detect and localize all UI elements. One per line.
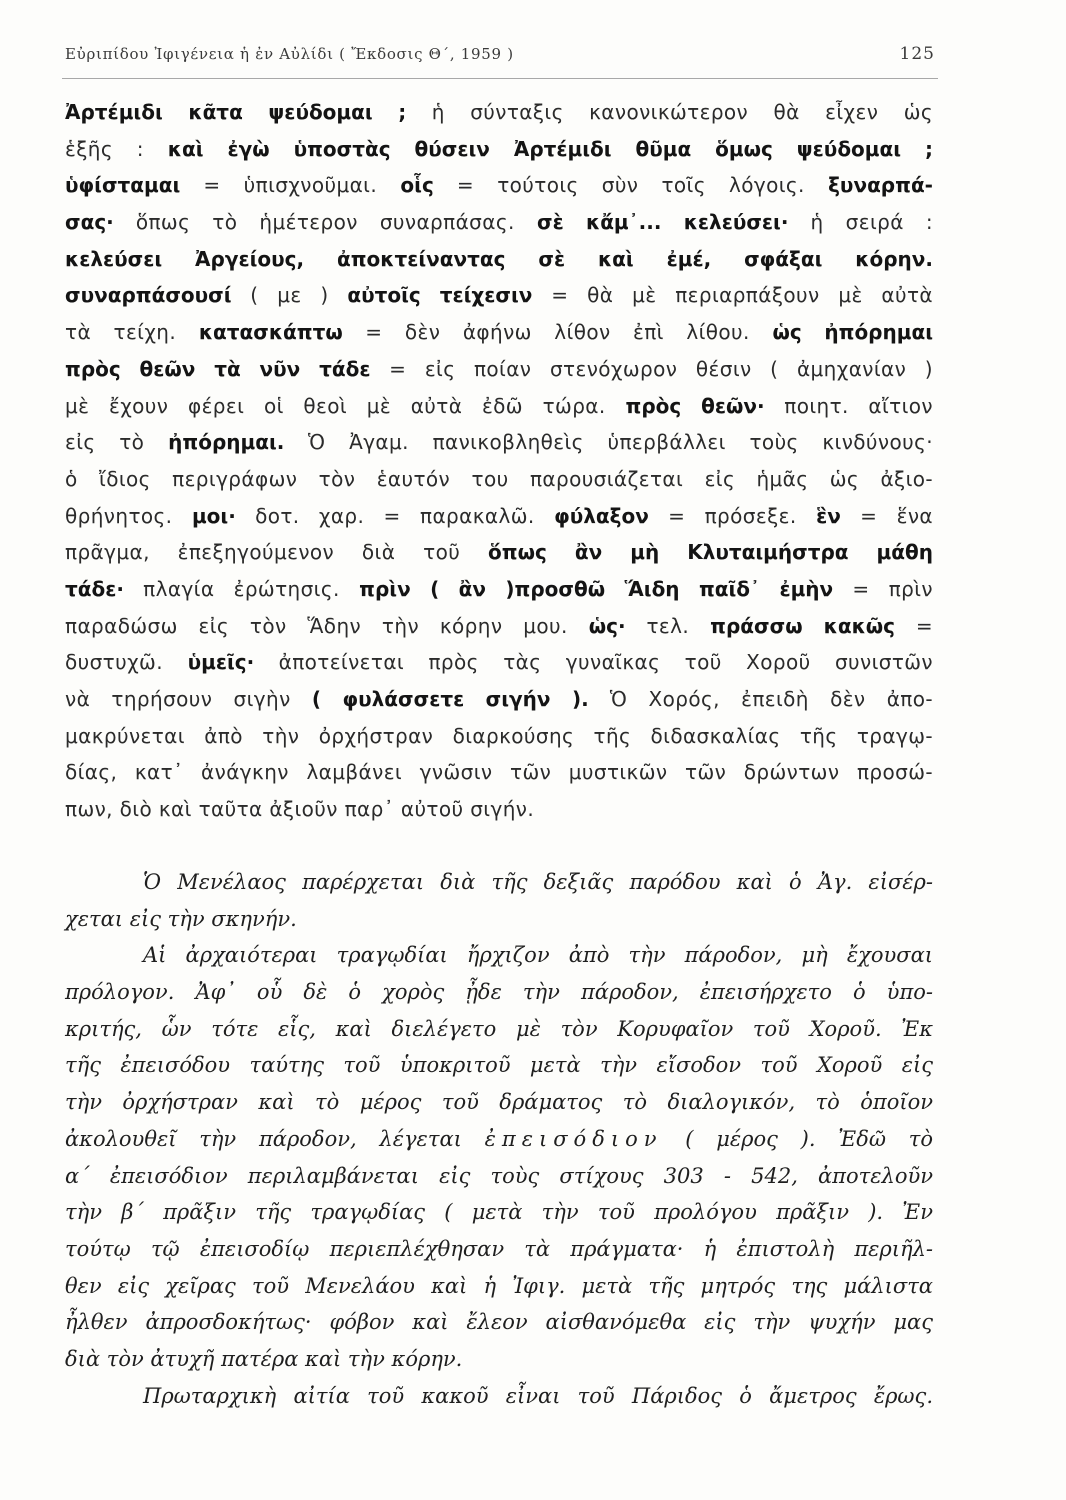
gloss-text: Ὁ Χορός, ἐπειδὴ δὲν ἀπο- (588, 687, 933, 711)
gloss-text: ἀποτείνεται πρὸς τὰς γυναῖκας τοῦ Χοροῦ συνιστῶν (254, 650, 933, 675)
scene-note-text: Αἱ ἀρχαιότεραι τραγῳδίαι ἤρχιζον ἀπὸ τὴν πάροδον, μὴ ἔχουσαι (143, 943, 933, 968)
gloss-text: = δὲν ἀφήνω λίθον ἐπὶ λίθου. (342, 320, 750, 345)
scene-note-line (65, 1378, 933, 1415)
commentary-line (65, 534, 933, 571)
scene-note-line (65, 937, 933, 974)
gloss-text: = εἰς ποίαν στενόχωρον θέσιν ( ἀμηχανίαν ) (370, 356, 933, 381)
scene-note-text: ( μέρος ). Ἐδῶ τὸ (662, 1126, 933, 1151)
gloss-text: ἡ σειρά : (788, 210, 933, 235)
commentary-line (65, 791, 933, 828)
commentary-block (65, 94, 933, 828)
gloss-text: ( με ) (231, 283, 348, 308)
scene-note-line (65, 1047, 933, 1084)
scene-note-line (65, 1231, 933, 1268)
scene-note-line (65, 1268, 933, 1305)
scene-note-text: θεν εἰς χεῖρας τοῦ Μενελάου καὶ ἡ Ἰφιγ. μετὰ τῆς μητρός της μάλιστα (65, 1273, 933, 1298)
scene-note-text: Ὁ Μενέλαος παρέρχεται διὰ τῆς δεξιᾶς παρόδου καὶ ὁ Ἀγ. εἰσέρ- (143, 870, 933, 894)
gloss-text: πρᾶγμα, ἐπεξηγούμενον διὰ τοῦ (65, 540, 489, 565)
gloss-text: ποιητ. αἴτιον (764, 393, 934, 418)
gloss-text: εἰς τὸ (65, 430, 145, 455)
header-rule (62, 78, 938, 79)
lemma-text: φύλαξον (534, 503, 649, 528)
scene-note-line (65, 1304, 933, 1341)
gloss-text: τὰ τείχη. (65, 320, 177, 345)
page-number: 125 (899, 44, 935, 64)
gloss-text: πων, διὸ καὶ ταῦτα ἀξιοῦν παρ᾿ αὐτοῦ σιγήν. (65, 797, 535, 822)
commentary-line (65, 498, 933, 535)
running-title: Εὐριπίδου Ἰφιγένεια ἡ ἐν Αὐλίδι ( Ἔκδοσις Θ΄, 1959 ) (65, 45, 514, 63)
lemma-text: ὡς ἠπόρημαι (749, 320, 933, 345)
lemma-text: ἠπόρημαι. (144, 430, 285, 455)
lemma-text: αὐτοῖς τείχεσιν (347, 283, 533, 308)
scene-note-text: χεται εἰς τὴν σκηνήν. (65, 906, 297, 931)
gloss-text: δοτ. χαρ. = παρακαλῶ. (235, 503, 535, 528)
lemma-text: σὲ κἄμ᾿... κελεύσει· (514, 210, 789, 235)
gloss-text: θρήνητος. (65, 503, 173, 528)
gloss-text: = ἕνα (840, 503, 933, 528)
gloss-text: ἑξῆς : (65, 136, 144, 161)
commentary-line (65, 167, 933, 204)
scene-note-line (65, 1158, 933, 1195)
gloss-text: = θὰ μὲ περιαρπάξουν μὲ αὐτὰ (532, 283, 933, 308)
lemma-text: Ἀρτέμιδι κᾶτα ψεύδομαι ; (65, 100, 407, 124)
commentary-line (65, 608, 933, 645)
lemma-text: συναρπάσουσί (65, 283, 232, 308)
scene-note-text: τῆς ἐπεισόδου ταύτης τοῦ ὑποκριτοῦ μετὰ τὴν εἴσοδον τοῦ Χοροῦ εἰς (65, 1053, 933, 1078)
scene-notes-block (65, 864, 933, 1414)
gloss-text: = τούτοις σὺν τοῖς λόγοις. (433, 173, 805, 198)
gloss-text: = πρὶν (833, 576, 933, 601)
lemma-text: ἓν (796, 503, 841, 528)
scene-note-line (65, 974, 933, 1011)
scene-note-line (65, 1011, 933, 1048)
commentary-line (65, 644, 933, 681)
commentary-line (65, 277, 933, 314)
scene-note-text: διὰ τὸν ἀτυχῆ πατέρα καὶ τὴν κόρην. (65, 1346, 463, 1371)
commentary-line (65, 461, 933, 498)
scene-note-text: Πρωταρχικὴ αἰτία τοῦ κακοῦ εἶναι τοῦ Πάριδος ὁ ἄμετρος ἔρως. (143, 1383, 933, 1408)
commentary-line (65, 681, 933, 718)
lemma-text: κατασκάπτω (176, 320, 343, 345)
scene-note-line (65, 1194, 933, 1231)
scene-note-text: ἀκολουθεῖ τὴν πάροδον, λέγεται (65, 1126, 485, 1151)
gloss-text: = πρόσεξε. (648, 503, 797, 528)
gloss-text: Ὁ Ἀγαμ. πανικοβληθεὶς ὑπερβάλλει τοὺς κινδύνους· (284, 430, 933, 455)
gloss-text: παραδώσω εἰς τὸν Ἅδην τὴν κόρην μου. (65, 613, 568, 638)
lemma-text: ὅπως ἂν μὴ Κλυταιμήστρα μάθη (488, 540, 933, 565)
commentary-line (65, 94, 933, 131)
lemma-text: τάδε· (65, 576, 124, 601)
gloss-text: δίας, κατ᾿ ἀνάγκην λαμβάνει γνῶσιν τῶν μυστικῶν τῶν δρώντων προσώ- (65, 760, 933, 785)
lemma-text: πρὶν ( ἂν )προσθῶ Ἅιδη παῖδ᾿ ἐμὴν (339, 576, 834, 601)
commentary-line (65, 754, 933, 791)
scene-note-line (65, 1084, 933, 1121)
gloss-text: = ὑπισχνοῦμαι. (180, 173, 378, 198)
lemma-text: πρὸς θεῶν· (605, 393, 765, 418)
lemma-text: ξυναρπά- (804, 173, 933, 198)
gloss-text: μὲ ἔχουν φέρει οἱ θεοὶ μὲ αὐτὰ ἐδῶ τώρα. (65, 393, 606, 418)
scene-note-line (65, 1121, 933, 1158)
commentary-line (65, 131, 933, 168)
gloss-text: μακρύνεται ἀπὸ τὴν ὀρχήστραν διαρκούσης τῆς διδασκαλίας τῆς τραγῳ- (65, 723, 933, 748)
lemma-text: ὑμεῖς· (162, 650, 255, 675)
scene-note-text: τὴν β΄ πρᾶξιν τῆς τραγῳδίας ( μετὰ τὴν τοῦ προλόγου πρᾶξιν ). Ἐν (65, 1200, 933, 1225)
gloss-text: ὁ ἴδιος περιγράφων τὸν ἑαυτόν του παρουσιάζεται εἰς ἡμᾶς ὡς ἀξιο- (65, 466, 933, 491)
commentary-line (65, 388, 933, 425)
scene-note-line (65, 864, 933, 901)
lemma-text: καὶ ἐγὼ ὑποστὰς θύσειν Ἀρτέμιδι θῦμα ὅμως ψεύδομαι ; (143, 136, 933, 161)
lemma-text: πράσσω κακῶς (689, 613, 896, 638)
commentary-line (65, 314, 933, 351)
emphasized-term: ἐπεισόδιον (484, 1126, 663, 1151)
commentary-line (65, 241, 933, 278)
lemma-text: ὑφίσταμαι (65, 173, 181, 198)
scene-note-text: α΄ ἐπεισόδιον περιλαμβάνεται εἰς τοὺς στίχους 303 - 542, ἀποτελοῦν (65, 1163, 933, 1188)
commentary-line (65, 424, 933, 461)
scene-note-line (65, 1341, 933, 1378)
lemma-text: σας· (65, 210, 114, 235)
commentary-line (65, 571, 933, 608)
lemma-text: ( φυλάσσετε σιγήν ). (311, 687, 589, 711)
scene-note-text: ἦλθεν ἀπροσδοκήτως· φόβον καὶ ἔλεον αἰσθανόμεθα εἰς τὴν ψυχήν μας (65, 1310, 933, 1335)
gloss-text: = (895, 613, 934, 638)
page-header (65, 40, 935, 68)
lemma-text: κελεύσει Ἀργείους, ἀποκτείναντας σὲ καὶ ἐμέ, σφάξαι κόρην. (65, 246, 933, 271)
gloss-text: τελ. (625, 613, 690, 638)
scene-note-text: κριτής, ὧν τότε εἷς, καὶ διελέγετο μὲ τὸν Κορυφαῖον τοῦ Χοροῦ. Ἐκ (65, 1016, 933, 1041)
scene-note-line (65, 901, 933, 938)
commentary-line (65, 204, 933, 241)
gloss-text: νὰ τηρήσουν σιγὴν (65, 687, 312, 711)
lemma-text: ὡς· (567, 613, 626, 638)
scene-note-text: πρόλογον. Ἀφ᾿ οὗ δὲ ὁ χορὸς ᾖδε τὴν πάροδον, ἐπεισήρχετο ὁ ὑπο- (65, 980, 933, 1005)
gloss-text: ὅπως τὸ ἡμέτερον συναρπάσας. (113, 210, 515, 235)
commentary-line (65, 718, 933, 755)
scene-note-text: τὴν ὀρχήστραν καὶ τὸ μέρος τοῦ δράματος τὸ διαλογικόν, τὸ ὁποῖον (65, 1090, 933, 1115)
lemma-text: μοι· (172, 503, 236, 528)
lemma-text: οἷς (377, 173, 434, 198)
gloss-text: πλαγία ἐρώτησις. (123, 576, 340, 601)
scene-note-text: τούτῳ τῷ ἐπεισοδίῳ περιεπλέχθησαν τὰ πράγματα· ἡ ἐπιστολὴ περιῆλ- (65, 1236, 933, 1261)
gloss-text: δυστυχῶ. (65, 650, 163, 675)
lemma-text: πρὸς θεῶν τὰ νῦν τάδε (65, 356, 371, 381)
gloss-text: ἡ σύνταξις κανονικώτερον θὰ εἶχεν ὡς (406, 100, 933, 124)
commentary-line (65, 351, 933, 388)
